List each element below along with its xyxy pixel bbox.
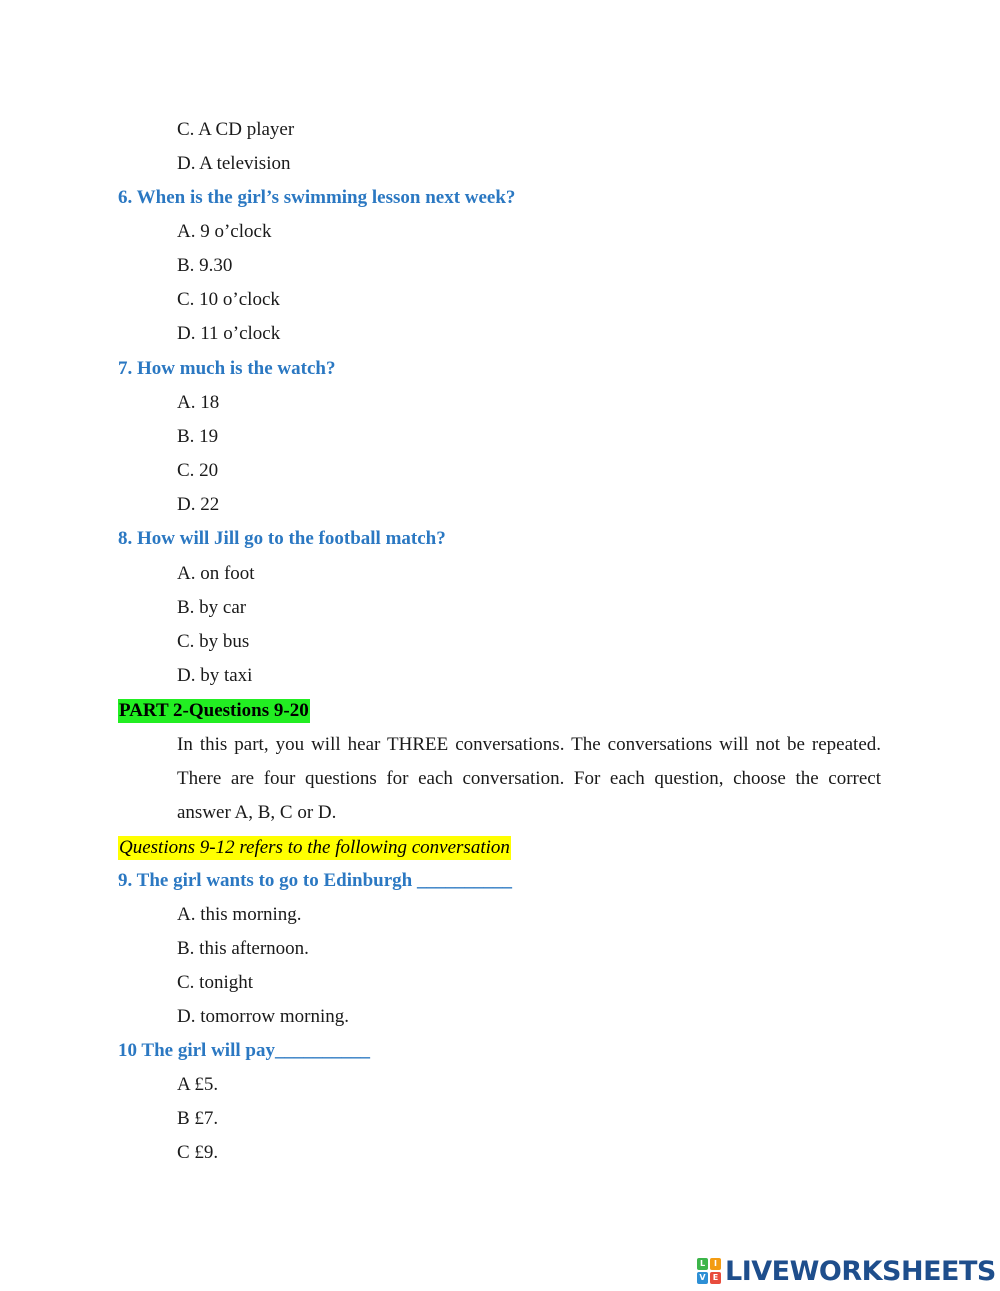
liveworksheets-logo [697,1255,996,1287]
option-10b: B £7. [177,1108,219,1129]
option-8c: C. by bus [177,631,250,652]
logo-mark-v: V [697,1272,708,1284]
option-8d: D. by taxi [177,665,253,686]
option-6c: C. 10 o’clock [177,289,280,310]
option-7b: B. 19 [177,426,219,447]
option-8b: B. by car [177,597,247,618]
option-5c: C. A CD player [177,119,295,140]
question-8: 8. How will Jill go to the football match? [118,528,446,549]
question-6: 6. When is the girl’s swimming lesson next week? [118,187,516,208]
option-6a: A. 9 o’clock [177,221,272,242]
option-10a: A £5. [177,1074,219,1095]
liveworksheets-logo-icon [697,1258,721,1284]
option-6d: D. 11 o’clock [177,323,281,344]
option-9d: D. tomorrow morning. [177,1006,350,1027]
option-7d: D. 22 [177,494,220,515]
logo-mark-l: L [697,1258,708,1270]
logo-mark-i: I [710,1258,721,1270]
question-10: 10 The girl will pay__________ [118,1040,370,1061]
question-7: 7. How much is the watch? [118,358,336,379]
option-8a: A. on foot [177,563,255,584]
option-6b: B. 9.30 [177,255,233,276]
option-5d: D. A television [177,153,291,174]
liveworksheets-logo-text: LIVEWORKSHEETS [725,1255,996,1287]
option-9a: A. this morning. [177,904,302,925]
option-9c: C. tonight [177,972,254,993]
conversation-label: Questions 9-12 refers to the following conversation [119,837,510,858]
option-7a: A. 18 [177,392,220,413]
option-9b: B. this afternoon. [177,938,309,959]
option-7c: C. 20 [177,460,219,481]
part2-instructions: In this part, you will hear THREE conversations. The conversations will not be repeated. There are four questions for each conversation. For each question, choose the correct answer A, B, C or D. [177,734,881,823]
question-9: 9. The girl wants to go to Edinburgh __________ [118,870,512,891]
option-10c: C £9. [177,1142,219,1163]
part2-heading: PART 2-Questions 9-20 [119,700,309,721]
logo-mark-e: E [710,1272,721,1284]
